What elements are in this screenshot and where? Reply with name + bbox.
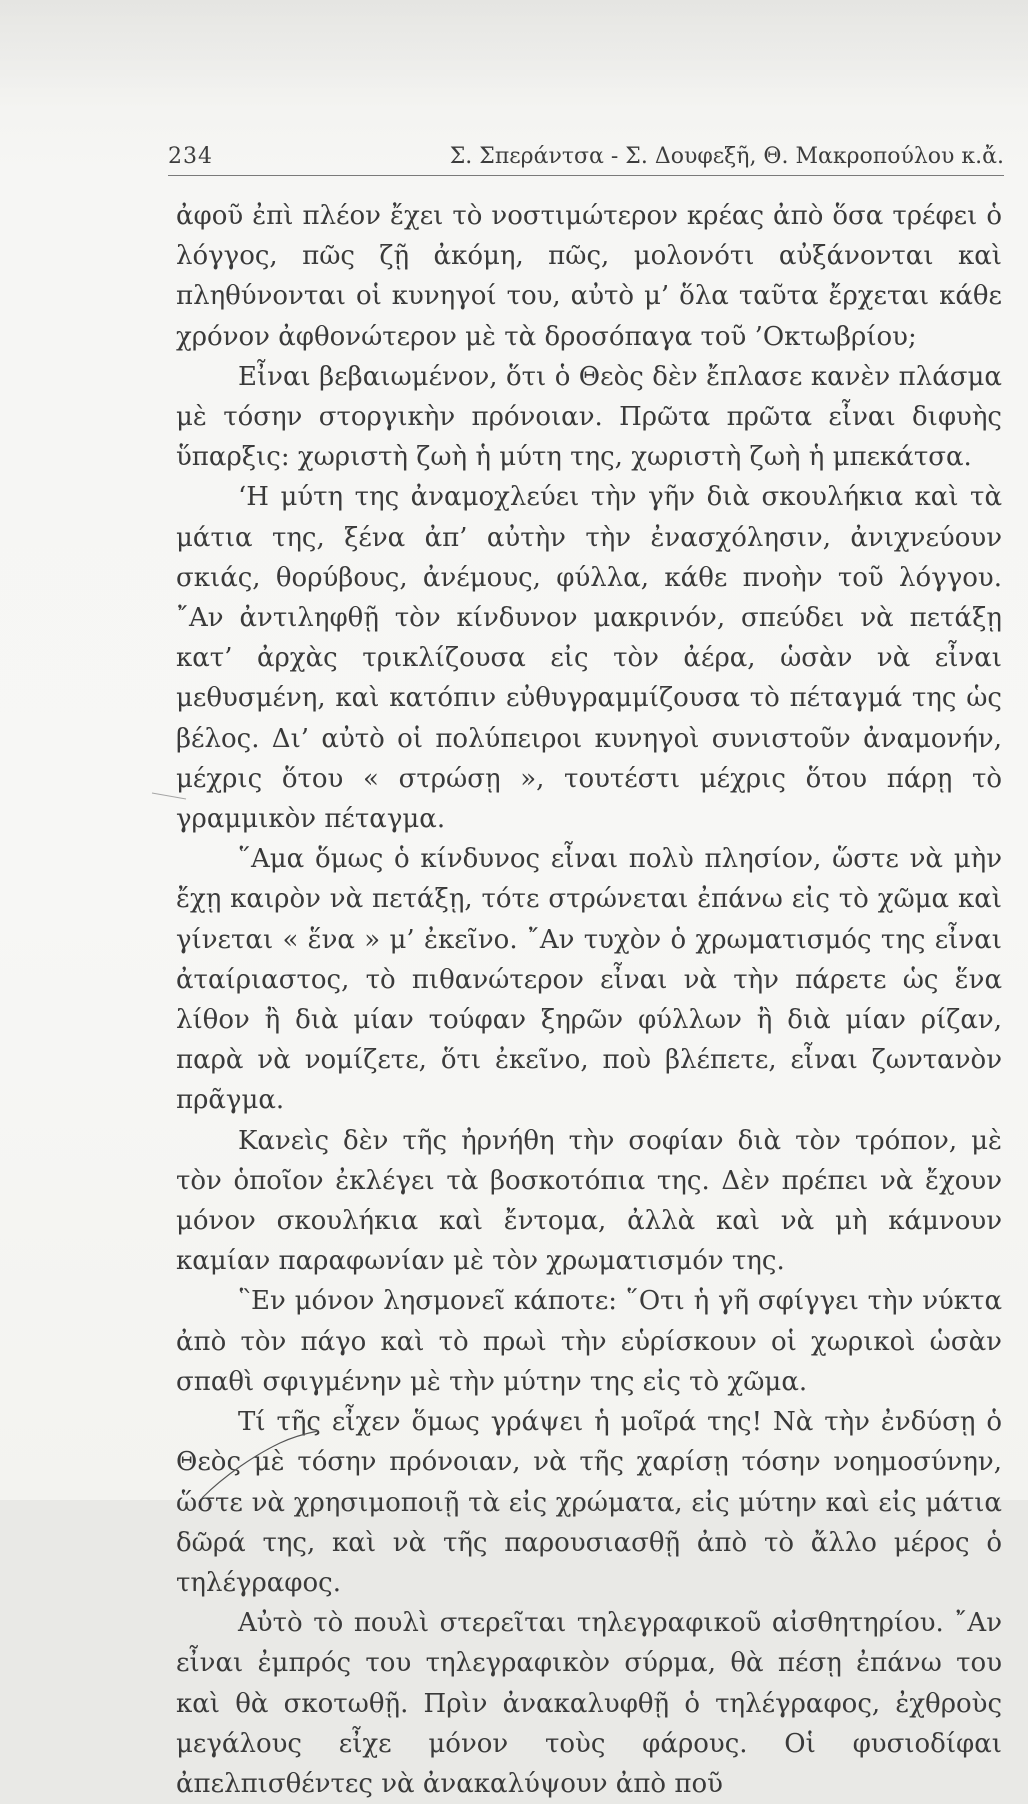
scan-shadow bbox=[0, 0, 1028, 110]
body-text bbox=[176, 196, 1002, 1804]
paragraph: ἀφοῦ ἐπὶ πλέον ἔχει τὸ νοστιμώτερον κρέας ἀπὸ ὅσα τρέφει ὁ λόγγος, πῶς ζῇ ἀκόμη, πῶς, μολονότι αὐξάνονται καὶ πληθύνονται οἱ κυνηγοί του, αὐτὸ μ’ ὅλα ταῦτα ἔρχεται κάθε χρόνον ἀφθονώτερον μὲ τὰ δροσόπαγα τοῦ ’Οκτωβρίου; bbox=[176, 201, 1002, 352]
running-head: Σ. Σπεράντσα - Σ. Δουφεξῆ, Θ. Μακροπούλου κ.ἄ. bbox=[449, 144, 1004, 169]
paragraph: ῞Αμα ὅμως ὁ κίνδυνος εἶναι πολὺ πλησίον, ὥστε νὰ μὴν ἔχῃ καιρὸν νὰ πετάξῃ, τότε στρώνεται ἐπάνω εἰς τὸ χῶμα καὶ γίνεται « ἕνα » μ’ ἐκεῖνο. ῎Αν τυχὸν ὁ χρωματισμός της εἶναι ἀταίριαστος, τὸ πιθανώτερον εἶναι νὰ τὴν πάρετε ὡς ἕνα λίθον ἢ διὰ μίαν τούφαν ξηρῶν φύλλων ἢ διὰ μίαν ρίζαν, παρὰ νὰ νομίζετε, ὅτι ἐκεῖνο, ποὺ βλέπετε, εἶναι ζωντανὸν πρᾶγμα. bbox=[176, 844, 1002, 1116]
page-number: 234 bbox=[168, 144, 213, 169]
paragraph: Τί τῆς εἶχεν ὅμως γράψει ἡ μοῖρά της! Νὰ τὴν ἐνδύσῃ ὁ Θεὸς μὲ τόσην πρόνοιαν, νὰ τῆς χαρίσῃ τόσην νοημοσύνην, ὥστε νὰ χρησιμοποιῇ τὰ εἰς χρώματα, εἰς μύτην καὶ εἰς μάτια δῶρά της, καὶ νὰ τῆς παρουσιασθῇ ἀπὸ τὸ ἄλλο μέρος ὁ τηλέγραφος. bbox=[176, 1407, 1002, 1598]
pencil-mark bbox=[150, 790, 190, 802]
paragraph: ῝Εν μόνον λησμονεῖ κάποτε: ῞Οτι ἡ γῆ σφίγγει τὴν νύκτα ἀπὸ τὸν πάγο καὶ τὸ πρωὶ τὴν εὑρίσκουν οἱ χωρικοὶ ὡσὰν σπαθὶ σφιγμένην μὲ τὴν μύτην της εἰς τὸ χῶμα. bbox=[176, 1286, 1002, 1397]
paragraph: Αὐτὸ τὸ πουλὶ στερεῖται τηλεγραφικοῦ αἰσθητηρίου. ῎Αν εἶναι ἐμπρός του τηλεγραφικὸν σύρμα, θὰ πέσῃ ἐπάνω του καὶ θὰ σκοτωθῇ. Πρὶν ἀνακαλυφθῇ ὁ τηλέγραφος, ἐχθροὺς μεγάλους εἶχε μόνον τοὺς φάρους. Οἱ φυσιοδίφαι ἀπελπισθέντες νὰ ἀνακαλύψουν ἀπὸ ποῦ bbox=[176, 1608, 1002, 1799]
paragraph: Εἶναι βεβαιωμένον, ὅτι ὁ Θεὸς δὲν ἔπλασε κανὲν πλάσμα μὲ τόσην στοργικὴν πρόνοιαν. Πρῶτα πρῶτα εἶναι διφυὴς ὕπαρξις: χωριστὴ ζωὴ ἡ μύτη της, χωριστὴ ζωὴ ἡ μπεκάτσα. bbox=[176, 361, 1002, 473]
pen-stroke bbox=[200, 1425, 320, 1500]
paragraph: ‘Η μύτη της ἀναμοχλεύει τὴν γῆν διὰ σκουλήκια καὶ τὰ μάτια της, ξένα ἀπ’ αὐτὴν τὴν ἐνασχόλησιν, ἀνιχνεύουν σκιάς, θορύβους, ἀνέμους, φύλλα, κάθε πνοὴν τοῦ λόγγου. ῎Αν ἀντιληφθῇ τὸν κίνδυνον μακρινόν, σπεύδει νὰ πετάξῃ κατ’ ἀρχὰς τρικλίζουσα εἰς τὸν ἀέρα, ὡσὰν νὰ εἶναι μεθυσμένη, καὶ κατόπιν εὐθυγραμμίζουσα τὸ πέταγμά της ὡς βέλος. Δι’ αὐτὸ οἱ πολύπειροι κυνηγοὶ συνιστοῦν ἀναμονήν, μέχρις ὅτου « στρώσῃ », τουτέστι μέχρις ὅτου πάρῃ τὸ γραμμικὸν πέταγμα. bbox=[176, 482, 1002, 835]
page-header bbox=[168, 131, 1004, 176]
paragraph: Κανεὶς δὲν τῆς ἠρνήθη τὴν σοφίαν διὰ τὸν τρόπον, μὲ τὸν ὁποῖον ἐκλέγει τὰ βοσκοτόπια της. Δὲν πρέπει νὰ ἔχουν μόνον σκουλήκια καὶ ἔντομα, ἀλλὰ καὶ νὰ μὴ κάμνουν καμίαν παραφωνίαν μὲ τὸν χρωματισμόν της. bbox=[176, 1125, 1002, 1277]
